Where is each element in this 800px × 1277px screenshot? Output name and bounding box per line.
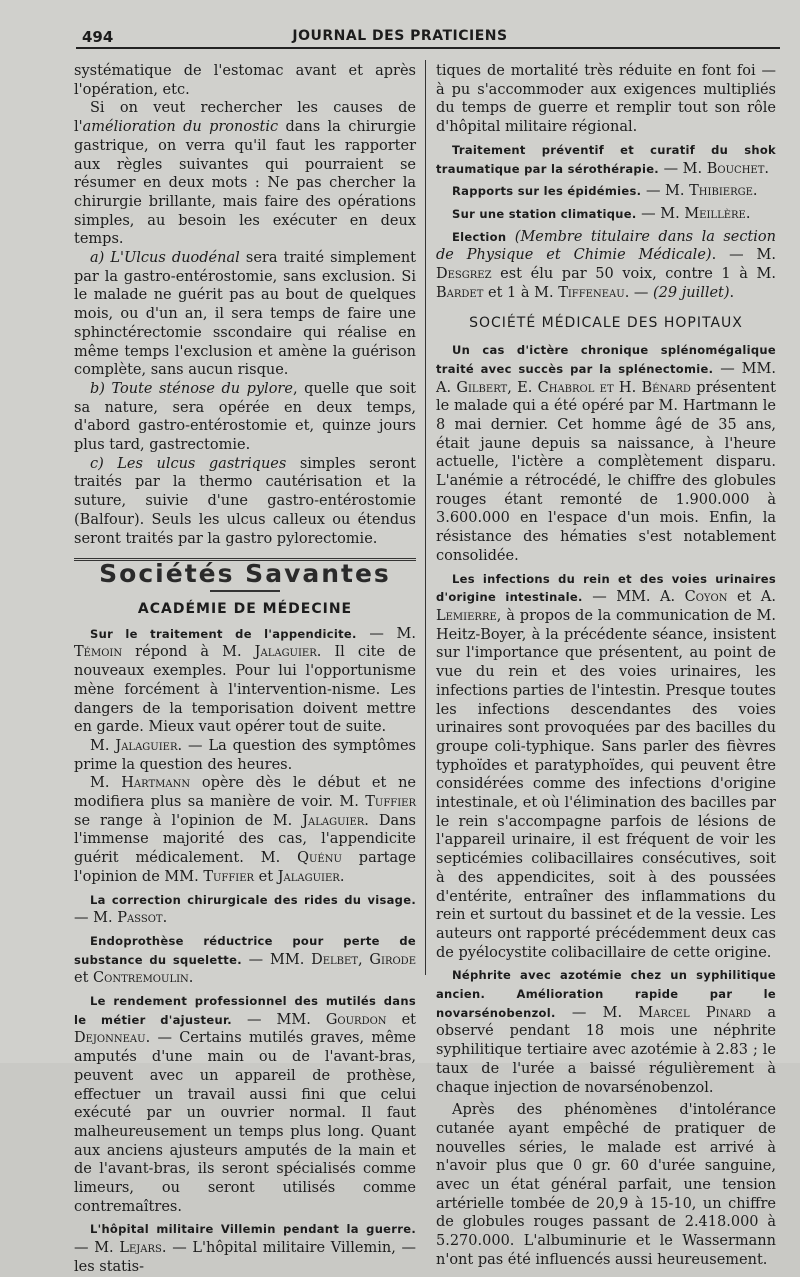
subsection-title: ACADÉMIE DE MÉDECINE	[137, 600, 353, 617]
report-entry: Sur une station climatique. — M. Meillère.	[452, 205, 751, 222]
report-entry: Rapports sur les épidémies. — M. Thibierge.	[452, 183, 758, 200]
report-entry: Traitement préventif et curatif du shok traumatique par la sérothérapie. — M. Bouchet.	[436, 142, 776, 177]
report-entry: Néphrite avec azotémie chez un syphilitique ancien. Amélioration rapide par le novarsénobenzol. — M. Marcel Pinard a observé pendant 18 mois une néphrite syphilitique tertiaire avec azotémie à 2.83 ; le taux de l'urée a baissé régulièrement à chaque injection de novarsénobenzol.	[436, 968, 776, 1096]
column-divider	[425, 60, 426, 975]
report-entry: Un cas d'ictère chronique splénomégalique traité avec succès par la splénectomie. — MM. A. Gilbert, E. Chabrol et H. Bénard présentent le malade qui a été opéré par M. Hartmann le 8 mai dernier. Cet homme âgé de 35 ans, était jaune depuis sa naissance, à l'heure actuelle, l'ictère a complètement disparu. L'anémie a rétrocédé, le chiffre des globules rouges étant remonté de 1.900.000 à 3.600.000 en l'espace d'un mois. Enfin, la résistance des hématies s'est notablement consolidée.	[436, 343, 776, 564]
paragraph: b) Toute sténose du pylore, quelle que soit sa nature, sera opérée en deux temps, d'abord gastro-entérostomie et, quinze jours plus tard, gastrectomie.	[74, 380, 416, 454]
report-entry: L'hôpital militaire Villemin pendant la guerre. — M. Lejars. — L'hôpital militaire Villemin, — les statis-	[74, 1222, 416, 1275]
section-title: Sociétés Savantes	[99, 559, 391, 589]
header-rule	[76, 47, 780, 49]
right-column	[436, 62, 776, 1270]
paragraph: a) L'Ulcus duodénal sera traité simplement par la gastro-entérostomie, sans exclusion. Si le malade ne guérit pas au bout de quelques mois, ou d'un an, il sera temps de faire une sphinctérectomie sscondaire qui réalise en même temps l'exclusion et amène la guérison complète, sans aucun risque.	[74, 250, 417, 379]
title-rule	[210, 590, 280, 592]
page-header	[0, 22, 800, 48]
paragraph: Si on veut rechercher les causes de l'amélioration du pronostic dans la chirurgie gastrique, on verra qu'il faut les rapporter aux règles suivantes qui pourraient se résumer en deux mots : Ne pas chercher la chirurgie brillante, mais faire des opérations simples, au besoin les exécuter en deux temps.	[74, 100, 416, 248]
left-column	[74, 62, 416, 1277]
subsection-title: SOCIÉTÉ MÉDICALE DES HOPITAUX	[469, 315, 743, 332]
report-entry: Sur le traitement de l'appendicite. — M. Témoin répond à M. Jalaguier. Il cite de nouveaux exemples. Pour lui l'opportunisme mène forcément à l'intervention-nisme. Les dangers de la temporisation doivent mettre en garde. Mieux vaut opérer tout de suite.	[74, 625, 416, 736]
page-number: 494	[82, 28, 114, 46]
report-entry: M. Hartmann opère dès le début et ne modifiera plus sa manière de voir. M. Tuffier se range à l'opinion de M. Jalaguier. Dans l'immense majorité des cas, l'appendicite guérit médicalement. M. Quénu partage l'opinion de MM. Tuffier et Jalaguier.	[74, 775, 416, 885]
report-entry: La correction chirurgicale des rides du visage. — M. Passot.	[74, 892, 416, 927]
report-entry: Les infections du rein et des voies urinaires d'origine intestinale. — MM. A. Coyon et A. Lemierre, à propos de la communication de M. Heitz-Boyer, à la précédente séance, insistent sur l'importance que présentent, au point de vue du rein et des voies urinaires, les infections parties de l'intestin. Presque toutes les infections descendantes des voies urinaires sont provoquées par des bacilles du groupe coli-typhique. Sans parler des fièvres typhoïdes et paratyphoïdes, qui peuvent être considérées comme des infections d'origine intestinale, et où l'élimination des bacilles par le rein s'accompagne parfois de lésions de l'appareil urinaire, il est fréquent de voir les septicémies colibacillaires consécutives, soit à des appendicites, soit à des poussées d'entérite, entraîner des inflammations du rein et surtout du bassinet et de la vessie. Les auteurs ont rapporté précédemment deux cas de pyélocystite colibacillaire de cette origine.	[436, 571, 776, 961]
report-entry: Endoprothèse réductrice pour perte de substance du squelette. — MM. Delbet, Girode et Contremoulin.	[74, 933, 416, 987]
paragraph: c) Les ulcus gastriques simples seront traités par la thermo cautérisation et la suture, suivie d'une gastro-entérostomie (Balfour). Seuls les ulcus calleux ou étendus seront traités par la gastro pylorectomie.	[74, 455, 416, 547]
report-entry: Le rendement professionnel des mutilés dans le métier d'ajusteur. — MM. Gourdon et Dejonneau. — Certains mutilés graves, même amputés d'une main ou de l'avant-bras, peuvent avec un appareil de prothèse, effectuer un travail aussi fini que celui exécuté par un ouvrier normal. Il faut malheureusement un temps plus long. Quant aux anciens ajusteurs amputés de la main et de l'avant-bras, ils seront spécialisés comme limeurs, ou seront utilisés comme contremaîtres.	[74, 994, 416, 1215]
paragraph: tiques de mortalité très réduite en font foi — à pu s'accommoder aux exigences multipliés du temps de guerre et remplir tout son rôle d'hôpital militaire régional.	[436, 63, 776, 136]
journal-title: JOURNAL DES PRATICIENS	[292, 28, 508, 44]
paragraph: Après des phénomènes d'intolérance cutanée ayant empêché de pratiquer de nouvelles séries, le malade est arrivé à n'avoir plus que 0 gr. 60 d'urée sanguine, avec un état général parfait, une tension artérielle tombée de 20,9 à 15-10, un chiffre de globules rouges passant de 2.418.000 à 5.270.000. L'albuminurie et le Wassermann n'ont pas été influencés aussi heureusement.	[436, 1102, 776, 1268]
paragraph: systématique de l'estomac avant et après l'opération, etc.	[74, 63, 416, 98]
report-entry: Election (Membre titulaire dans la section de Physique et Chimie Médicale). — M. Desgrez est élu par 50 voix, contre 1 à M. Bardet et 1 à M. Tiffeneau. — (29 juillet).	[436, 228, 776, 301]
report-entry: M. Jalaguier. — La question des symptômes prime la question des heures.	[74, 737, 416, 773]
